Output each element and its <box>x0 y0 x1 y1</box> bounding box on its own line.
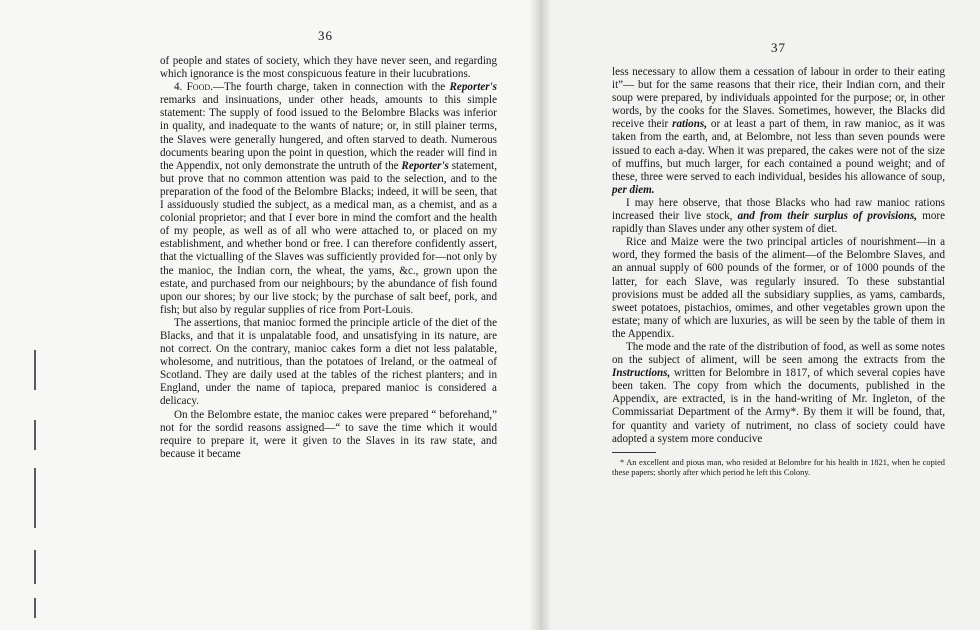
page-number-36: 36 <box>318 28 333 43</box>
page-number-37: 37 <box>771 40 786 55</box>
paragraph: Rice and Maize were the two principal articles of nourishment—in a word, they formed the basis of the aliment—of the Belombre Slaves, and an annual supply of 600 pounds of the former, or of 1000 pounds of the latter, for each Slave, was regularly insured. To these substantial provisions must be added all the subsidiary supplies, as yams, cambards, sweet potatoes, pistachios, omimes, and other vegetables grown upon the estate; many of which are luxuries, as will be seen by the table of them in the Appendix. <box>612 236 945 340</box>
paragraph: The assertions, that manioc formed the principle article of the diet of the Blacks, and that it is unpalatable food, and unsatisfying in its nature, are not correct. On the contrary, manioc cakes form a diet not less palatable, wholesome, and nutritious, than the potatoes of Ireland, or the oatmeal of Scotland. They are daily used at the tables of the richest planters; and in England, under the name of tapioca, prepared manioc is considered a delicacy. <box>160 316 497 408</box>
right-text-column <box>612 66 945 479</box>
book-gutter <box>529 0 551 630</box>
paragraph: of people and states of society, which they have never seen, and regarding which ignorance is the most conspicuous feature in their lucubrations. <box>160 55 497 81</box>
paragraph: On the Belombre estate, the manioc cakes were prepared “ beforehand,” not for the sordid reasons assigned—“ to save the time which it would require to prepare it, were it given to the Slaves in its raw state, and because it became <box>160 408 497 460</box>
margin-scan-marks <box>30 350 40 620</box>
paragraph-food: 4. Food.—The fourth charge, taken in connection with the Reporter's remarks and insinuations, under other heads, amounts to this simple statement: The supply of food issued to the Belombre Blacks was inferior in quality, and inadequate to the wants of nature; or, in still plainer terms, the Slaves were generally hungered, and often starved to death. Numerous documents bearing upon the point in question, which the reader will find in the Appendix, not only demonstrate the untruth of the Reporter's statement, but prove that no common attention was paid to the selection, and to the preparation of the food of the Belombre Blacks; indeed, it will be seen, that I assiduously studied the subject, as a medical man, as a chemist, and as a colonial proprietor; and that I ever bore in mind the comfort and the health of my people, as well as of all who were attached to, or placed on my establishment, and whether bond or free. I can therefore confidently assert, that the victualling of the Slaves was sufficiently provided for—not only by the manioc, the Indian corn, the wheat, the yams, &c., grown upon the estate, and purchased from our neighbours; by the abundance of fish found upon our shores; by our live stock; by the purchase of salt beef, pork, and fish; but also by regular supplies of rice from Port-Louis. <box>160 81 498 316</box>
footnote-rule <box>612 452 656 453</box>
paragraph: less necessary to allow them a cessation of labour in order to their eating it”— but for the same reasons that their rice, their Indian corn, and their soup were prepared, by individuals appointed for the purpose; or, in other words, by the cooks for the Slaves. Sometimes, however, the Blacks did receive their rations, or at least a part of them, in raw manioc, as it was taken from the earth, and, at Belombre, not less than seven pounds were issued to each a-day. When it was prepared, the cakes were not of the size of muffins, but much larger, for each contained a pound weight; and of these, three were served to each individual, besides his allowance of soup, per diem. <box>612 66 945 196</box>
paragraph: I may here observe, that those Blacks who had raw manioc rations increased their live stock, and from their surplus of provisions, more rapidly than Slaves under any other system of diet. <box>612 196 945 236</box>
footnote: * An excellent and pious man, who resided at Belombre for his health in 1821, when he copied these papers; shortly after which period he left this Colony. <box>612 457 945 478</box>
section-heading: 4. Food. <box>174 81 213 94</box>
paragraph: The mode and the rate of the distribution of food, as well as some notes on the subject of aliment, will be seen among the extracts from the Instructions, written for Belombre in 1817, of which several copies have been taken. The copy from which the documents, published in the Appendix, are extracted, is in the hand-writing of Mr. Ingleton, of the Commissariat Department of the Army*. By them it will be found, that, for quantity and variety of nutriment, no class of society could have adopted a system more conducive <box>612 340 945 445</box>
left-text-column <box>160 55 497 461</box>
